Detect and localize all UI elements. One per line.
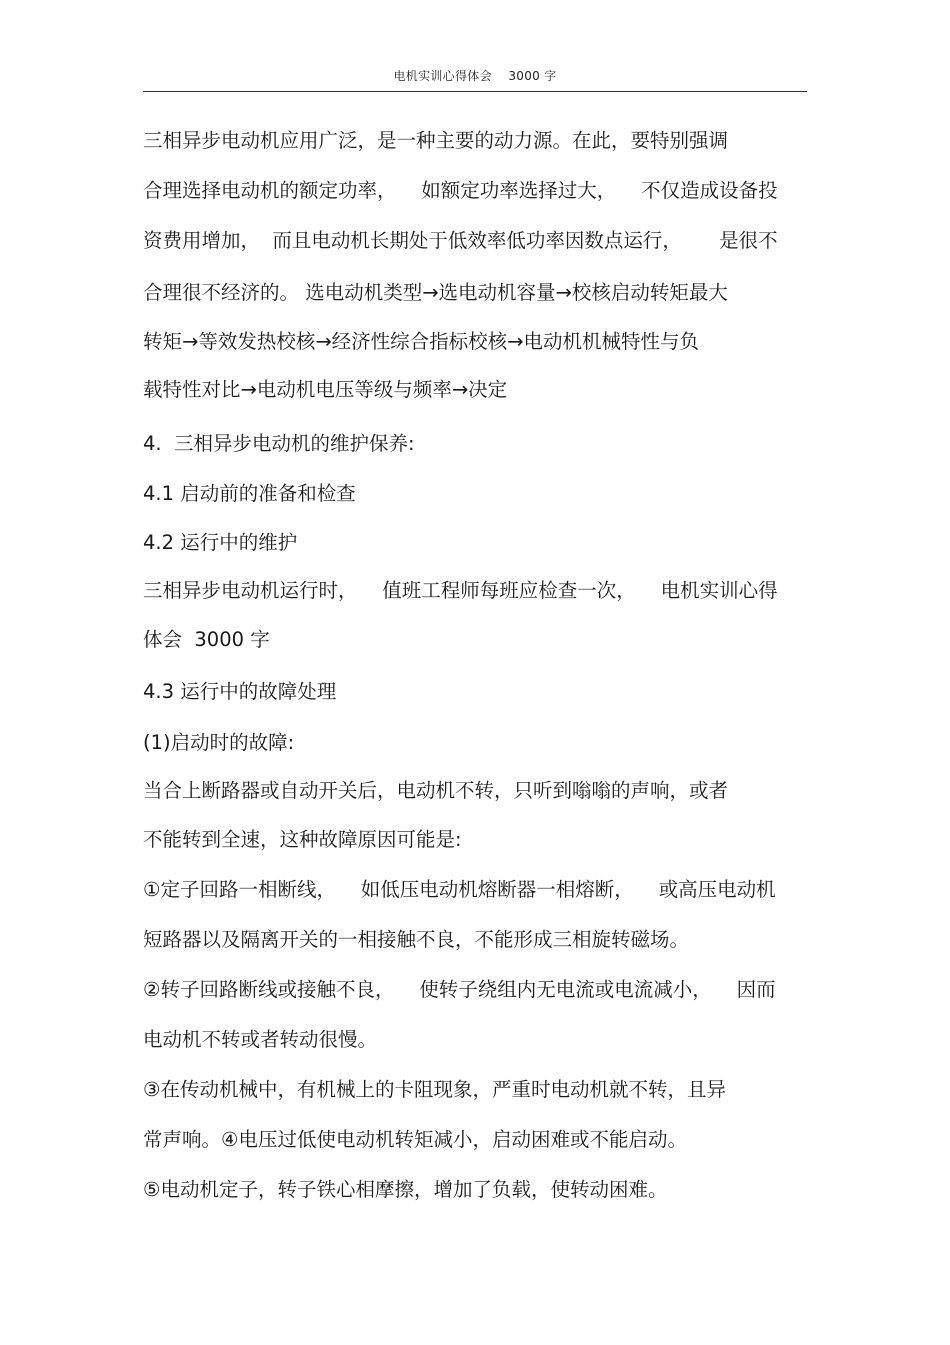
body-line: 合理选择电动机的额定功率， 如额定功率选择过大， 不仅造成设备投 [143,179,778,202]
list-item: ①定子回路一相断线， 如低压电动机熔断器一相熔断， 或高压电动机 [143,878,776,901]
page-header [143,62,807,92]
section-heading: 4. 三相异步电动机的维护保养: [143,432,415,455]
list-heading: (1)启动时的故障: [143,731,295,754]
body-line: 当合上断路器或自动开关后，电动机不转，只听到嗡嗡的声响，或者 [143,779,729,802]
list-item: ⑤电动机定子，转子铁心相摩擦，增加了负载，使转动困难。 [143,1178,668,1201]
body-line: 体会 3000 字 [143,628,270,651]
list-item: ③在传动机械中，有机械上的卡阻现象，严重时电动机就不转，且异 [143,1078,726,1101]
body-line: 资费用增加， 而且电动机长期处于低效率低功率因数点运行， 是很不 [143,229,778,252]
list-item: 常声响。④电压过低使电动机转矩减小，启动困难或不能启动。 [143,1128,687,1151]
header-rule [143,91,807,92]
header-title: 电机实训心得体会 3000 字 [393,69,557,83]
list-item: ②转子回路断线或接触不良， 使转子绕组内无电流或电流减小， 因而 [143,978,776,1001]
body-line: 合理很不经济的。 选电动机类型→选电动机容量→校核启动转矩最大 [143,281,728,304]
body-line: 不能转到全速，这种故障原因可能是: [143,828,462,851]
subsection-heading: 4.2 运行中的维护 [143,531,298,554]
subsection-heading: 4.1 启动前的准备和检查 [143,482,356,505]
subsection-heading: 4.3 运行中的故障处理 [143,680,337,703]
body-line: 载特性对比→电动机电压等级与频率→决定 [143,378,508,401]
body-line: 三相异步电动机运行时， 值班工程师每班应检查一次， 电机实训心得 [143,579,778,602]
body-line: 三相异步电动机应用广泛，是一种主要的动力源。在此，要特别强调 [143,129,729,152]
list-item: 电动机不转或者转动很慢。 [143,1028,378,1051]
list-item: 短路器以及隔离开关的一相接触不良，不能形成三相旋转磁场。 [143,928,690,951]
body-line: 转矩→等效发热校核→经济性综合指标校核→电动机机械特性与负 [143,330,700,353]
